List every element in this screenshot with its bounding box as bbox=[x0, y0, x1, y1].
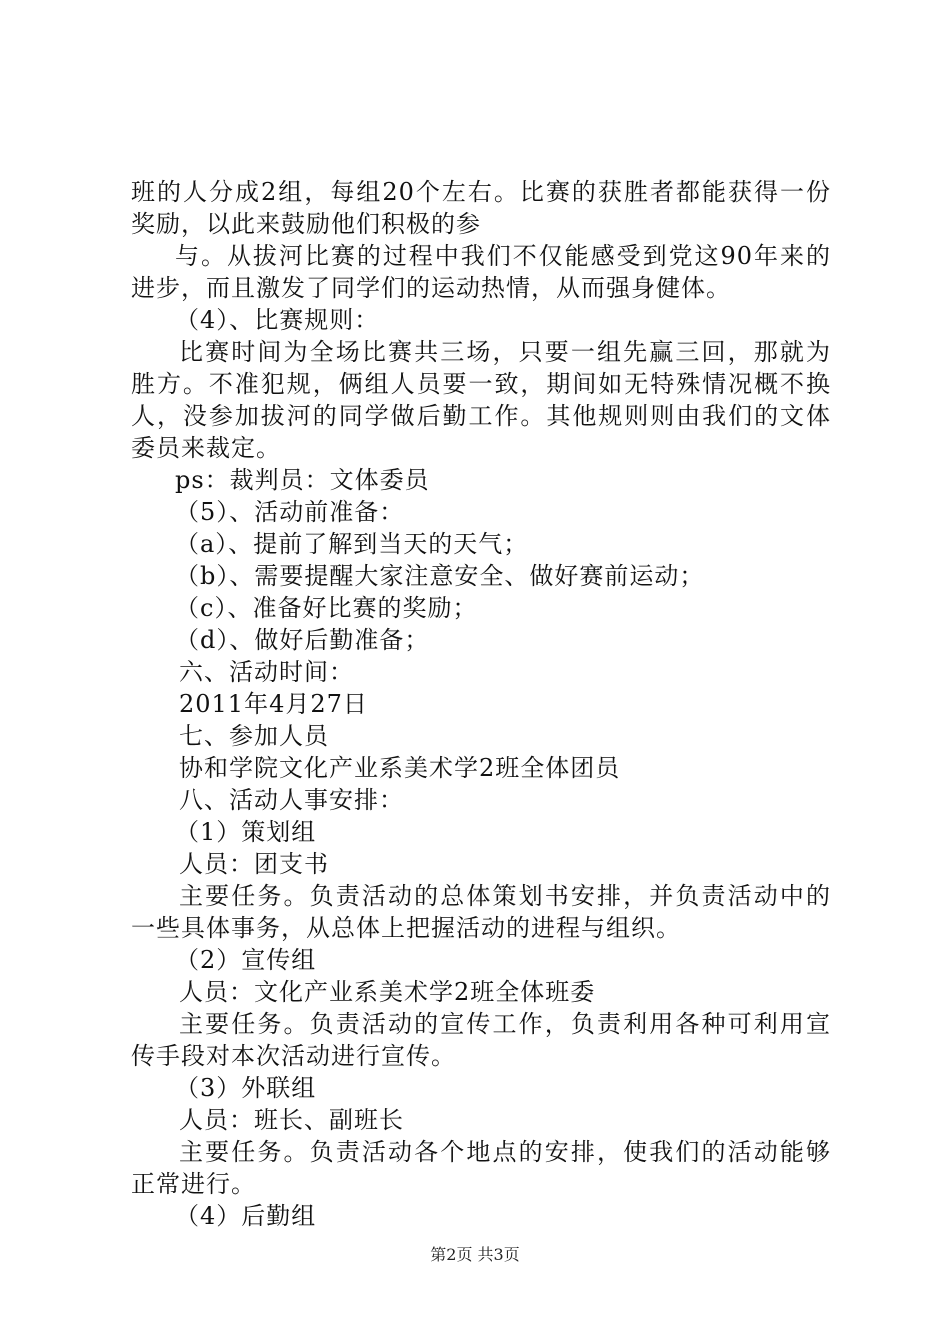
section-heading: （5）、活动前准备： bbox=[175, 498, 405, 526]
text-line: 班的人分成2组，每组20个左右。比赛的获胜者都能获得一份 bbox=[131, 178, 831, 206]
subsection-heading: （1）策划组 bbox=[175, 818, 317, 846]
section-heading: 六、活动时间： bbox=[179, 658, 354, 686]
text-line: 主要任务。负责活动各个地点的安排，使我们的活动能够 bbox=[179, 1138, 831, 1166]
list-item: （c）、准备好比赛的奖励； bbox=[175, 594, 478, 622]
text-line: 奖励，以此来鼓励他们积极的参 bbox=[131, 210, 481, 238]
text-line: 人员：团支书 bbox=[179, 850, 329, 878]
subsection-heading: （2）宣传组 bbox=[175, 946, 317, 974]
text-line: 正常进行。 bbox=[131, 1170, 256, 1198]
text-line: 一些具体事务，从总体上把握活动的进程与组织。 bbox=[131, 914, 681, 942]
text-line: 人员：文化产业系美术学2班全体班委 bbox=[179, 978, 596, 1006]
page-footer: 第2页 共3页 bbox=[430, 1245, 520, 1264]
text-line: 主要任务。负责活动的宣传工作，负责利用各种可利用宣 bbox=[179, 1010, 831, 1038]
subsection-heading: （3）外联组 bbox=[175, 1074, 317, 1102]
section-heading: 八、活动人事安排： bbox=[179, 786, 404, 814]
text-line: 主要任务。负责活动的总体策划书安排，并负责活动中的 bbox=[179, 882, 831, 910]
text-line: 人员：班长、副班长 bbox=[179, 1106, 404, 1134]
list-item: （b）、需要提醒大家注意安全、做好赛前运动； bbox=[175, 562, 705, 590]
text-line: 胜方。不准犯规，俩组人员要一致，期间如无特殊情况概不换 bbox=[131, 370, 831, 398]
text-line: 比赛时间为全场比赛共三场，只要一组先赢三回，那就为 bbox=[179, 338, 831, 366]
text-line: 与。从拔河比赛的过程中我们不仅能感受到党这90年来的 bbox=[175, 242, 831, 270]
section-heading: （4）、比赛规则： bbox=[175, 306, 380, 334]
text-line: ps：裁判员：文体委员 bbox=[175, 466, 430, 494]
list-item: （a）、提前了解到当天的天气； bbox=[175, 530, 529, 558]
text-line: 进步，而且激发了同学们的运动热情，从而强身健体。 bbox=[131, 274, 731, 302]
subsection-heading: （4）后勤组 bbox=[175, 1202, 317, 1230]
section-heading: 七、参加人员 bbox=[179, 722, 329, 750]
text-line: 协和学院文化产业系美术学2班全体团员 bbox=[179, 754, 621, 782]
list-item: （d）、做好后勤准备； bbox=[175, 626, 430, 654]
document-body bbox=[131, 176, 831, 1232]
text-line: 2011年4月27日 bbox=[179, 690, 368, 718]
text-line: 人，没参加拔河的同学做后勤工作。其他规则则由我们的文体 bbox=[131, 402, 831, 430]
text-line: 委员来裁定。 bbox=[131, 434, 281, 462]
text-line: 传手段对本次活动进行宣传。 bbox=[131, 1042, 456, 1070]
